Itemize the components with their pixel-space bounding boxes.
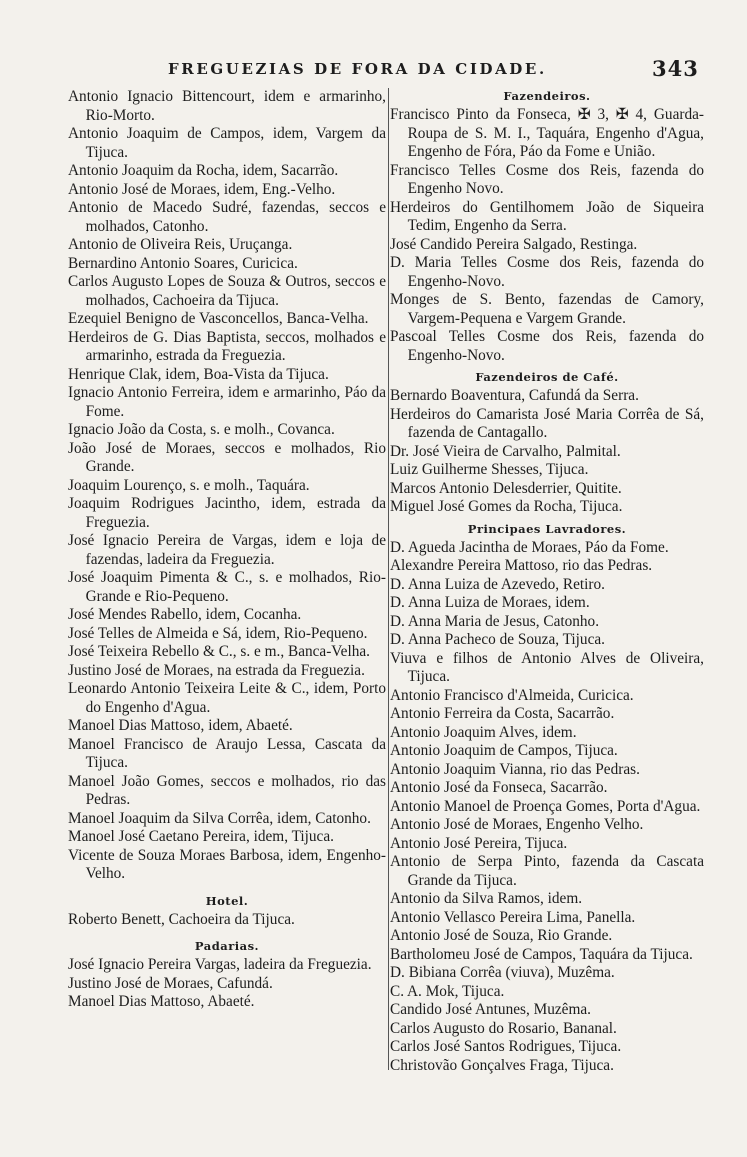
list-item: Manoel Dias Mattoso, idem, Abaeté. [68, 717, 293, 734]
list-item: Antonio Manoel de Proença Gomes, Porta d'Agua. [390, 797, 701, 815]
column-divider [388, 88, 389, 1070]
list-item: Marcos Antonio Delesderrier, Quitite. [390, 479, 622, 497]
list-item: Antonio de Oliveira Reis, Uruçanga. [68, 236, 293, 253]
list-item: Bernardino Antonio Soares, Curicica. [68, 254, 298, 272]
list-item: José Telles de Almeida e Sá, idem, Rio-Pequeno. [68, 624, 368, 642]
list-item: José Teixeira Rebello & C., s. e m., Banca-Velha. [68, 643, 370, 660]
list-item: Bartholomeu José de Campos, Taquára da Tijuca. [390, 945, 693, 963]
list-item: Ezequiel Benigno de Vasconcellos, Banca-Velha. [68, 310, 369, 327]
list-item: D. Anna Luiza de Azevedo, Retiro. [390, 575, 605, 593]
list-item: Ignacio Antonio Ferreira, idem e armarinho, Páo da Fome. [68, 384, 386, 420]
list-item: Carlos Augusto do Rosario, Bananal. [390, 1019, 617, 1037]
list-item: Antonio José da Fonseca, Sacarrão. [390, 779, 608, 796]
list-item: Carlos Augusto Lopes de Souza & Outros, seccos e molhados, Cachoeira da Tijuca. [68, 273, 386, 309]
list-item: D. Agueda Jacintha de Moraes, Páo da Fome. [390, 538, 669, 556]
list-item: Antonio José de Moraes, Engenho Velho. [390, 816, 644, 833]
list-item: Antonio de Macedo Sudré, fazendas, seccos e molhados, Catonho. [68, 199, 386, 235]
list-item: José Ignacio Pereira Vargas, ladeira da Freguezia. [68, 956, 372, 973]
list-item: Manoel José Caetano Pereira, idem, Tijuca. [68, 828, 334, 845]
list-item: Viuva e filhos de Antonio Alves de Oliveira, Tijuca. [390, 649, 704, 685]
section-heading-fazendeiros: Fazendeiros. [503, 89, 591, 103]
list-item: Miguel José Gomes da Rocha, Tijuca. [390, 498, 623, 515]
section-heading-hotel: Hotel. [205, 893, 249, 908]
list-item: Henrique Clak, idem, Boa-Vista da Tijuca. [68, 365, 329, 383]
list-item: Antonio Joaquim Alves, idem. [390, 723, 577, 741]
list-item: Herdeiros de G. Dias Baptista, seccos, molhados e armarinho, estrada da Freguezia. [68, 328, 386, 364]
list-item: Bernardo Boaventura, Cafundá da Serra. [390, 387, 639, 404]
list-section-fazendeiros [390, 106, 704, 365]
list-item: D. Anna Maria de Jesus, Catonho. [390, 612, 600, 630]
list-item: Antonio Joaquim de Campos, Tijuca. [390, 742, 618, 759]
list-item: Antonio Vellasco Pereira Lima, Panella. [390, 908, 636, 926]
list-item: Francisco Pinto da Fonseca, ✠ 3, ✠ 4, Guarda-Roupa de S. M. I., Taquára, Engenho d'Agua, Engenho de Fóra, Páo da Fome e União. [390, 106, 704, 160]
list-item: Monges de S. Bento, fazendas de Camory, Vargem-Pequena e Vargem Grande. [390, 291, 704, 327]
list-item: Dr. José Vieira de Carvalho, Palmital. [390, 442, 621, 460]
list-item: D. Anna Luiza de Moraes, idem. [390, 594, 590, 611]
page-title: FREGUEZIAS DE FORA DA CIDADE. [168, 60, 547, 78]
list-item: Antonio de Serpa Pinto, fazenda da Cascata Grande da Tijuca. [390, 853, 704, 889]
list-item: Pascoal Telles Cosme dos Reis, fazenda do Engenho-Novo. [390, 328, 704, 364]
list-item: Alexandre Pereira Mattoso, rio das Pedras. [390, 557, 653, 574]
section-heading-lavradores: Principaes Lavradores. [467, 521, 627, 536]
list-item: José Mendes Rabello, idem, Cocanha. [68, 606, 302, 623]
list-item: Antonio Joaquim de Campos, idem, Vargem da Tijuca. [68, 125, 386, 161]
section-heading-fazendeiros-cafe: Fazendeiros de Café. [475, 370, 619, 384]
list-item: Manoel Francisco de Araujo Lessa, Cascata da Tijuca. [68, 735, 386, 771]
list-item: Carlos José Santos Rodrigues, Tijuca. [390, 1038, 622, 1055]
list-item: José Joaquim Pimenta & C., s. e molhados, Rio-Grande e Rio-Pequeno. [68, 569, 386, 605]
page-number: 343 [652, 56, 699, 81]
list-item: Justino José de Moraes, na estrada da Freguezia. [68, 661, 365, 679]
list-item: Antonio Francisco d'Almeida, Curicica. [390, 686, 634, 704]
list-item: João José de Moraes, seccos e molhados, Rio Grande. [68, 439, 386, 475]
list-item: Manoel João Gomes, seccos e molhados, rio das Pedras. [68, 772, 386, 808]
list-item: Leonardo Antonio Teixeira Leite & C., idem, Porto do Engenho d'Agua. [68, 680, 386, 716]
list-item: Antonio da Silva Ramos, idem. [390, 890, 583, 907]
list-item: Antonio José de Moraes, idem, Eng.-Velho. [68, 180, 336, 198]
list-item: Joaquim Lourenço, s. e molh., Taquára. [68, 476, 310, 494]
list-item: Antonio Joaquim Vianna, rio das Pedras. [390, 760, 640, 778]
list-item: Antonio Ferreira da Costa, Sacarrão. [390, 705, 615, 722]
right-column [390, 88, 704, 1075]
list-item: C. A. Mok, Tijuca. [390, 982, 505, 1000]
left-column [68, 88, 386, 1012]
page-header [0, 56, 747, 86]
list-item: José Ignacio Pereira de Vargas, idem e loja de fazendas, ladeira da Freguezia. [68, 532, 386, 568]
section-heading-padarias: Padarias. [194, 939, 260, 953]
list-item: Antonio Ignacio Bittencourt, idem e armarinho, Rio-Morto. [68, 88, 386, 124]
list-item: Francisco Telles Cosme dos Reis, fazenda do Engenho Novo. [390, 161, 704, 197]
list-item: Antonio José de Souza, Rio Grande. [390, 927, 613, 944]
list-section-comerciantes [68, 88, 386, 884]
list-item: Justino José de Moraes, Cafundá. [68, 974, 273, 992]
list-section-hotel [68, 911, 386, 930]
list-section-fazendeiros-cafe [390, 387, 704, 517]
list-item: D. Bibiana Corrêa (viuva), Muzêma. [390, 964, 615, 981]
list-section-lavradores [390, 539, 704, 1076]
list-item: Vicente de Souza Moraes Barbosa, idem, Engenho-Velho. [68, 846, 386, 882]
list-item: Herdeiros do Camarista José Maria Corrêa de Sá, fazenda de Cantagallo. [390, 405, 704, 441]
list-section-padarias [68, 956, 386, 1012]
list-item: Antonio José Pereira, Tijuca. [390, 834, 568, 852]
list-item: José Candido Pereira Salgado, Restinga. [390, 235, 638, 253]
list-item: Herdeiros do Gentilhomem João de Siqueira Tedim, Engenho da Serra. [390, 198, 704, 234]
list-item: Luiz Guilherme Shesses, Tijuca. [390, 461, 589, 478]
list-item: Roberto Benett, Cachoeira da Tijuca. [68, 910, 295, 928]
list-item: Christovão Gonçalves Fraga, Tijuca. [390, 1056, 614, 1074]
list-item: D. Anna Pacheco de Souza, Tijuca. [390, 631, 605, 648]
list-item: Manoel Joaquim da Silva Corrêa, idem, Catonho. [68, 809, 371, 827]
list-item: Antonio Joaquim da Rocha, idem, Sacarrão. [68, 162, 339, 179]
list-item: Candido José Antunes, Muzêma. [390, 1001, 591, 1018]
list-item: D. Maria Telles Cosme dos Reis, fazenda do Engenho-Novo. [390, 254, 704, 290]
list-item: Manoel Dias Mattoso, Abaeté. [68, 993, 255, 1010]
list-item: Ignacio João da Costa, s. e molh., Covanca. [68, 421, 335, 438]
list-item: Joaquim Rodrigues Jacintho, idem, estrada da Freguezia. [68, 495, 386, 531]
